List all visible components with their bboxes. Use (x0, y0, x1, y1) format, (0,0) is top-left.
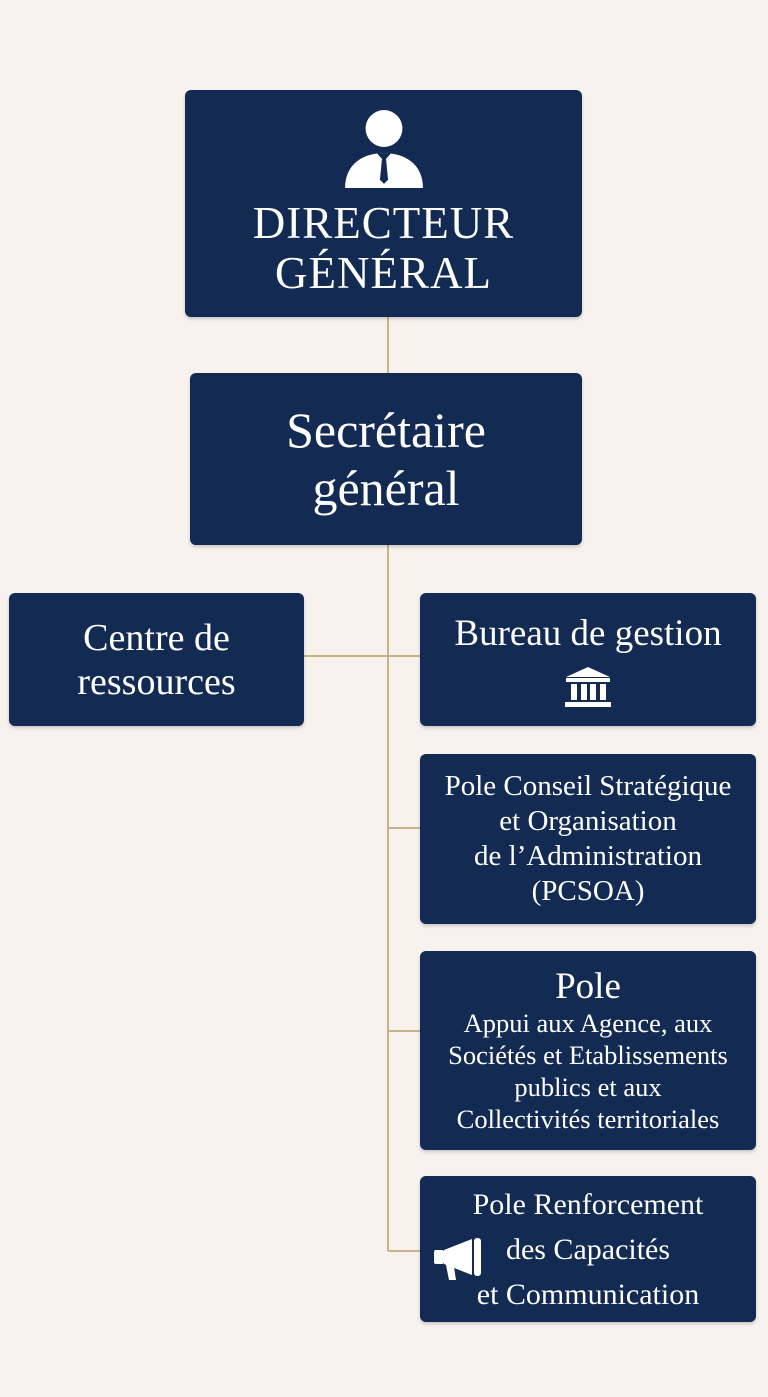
connector-pole-appui (388, 1030, 420, 1032)
bureau-line-1: Bureau de gestion (454, 613, 722, 654)
node-pole-renforcement (420, 1176, 756, 1322)
node-pcsoa (420, 754, 756, 924)
connector-centre (304, 655, 388, 657)
pole-renforcement-line-2: des Capacités (505, 1232, 671, 1266)
pcsoa-line-2: et Organisation (499, 805, 677, 837)
connector-dg-sg (387, 317, 389, 373)
node-centre-ressources (9, 593, 304, 726)
pcsoa-line-4: (PCSOA) (531, 875, 645, 907)
pole-renforcement-line-3: et Communication (476, 1277, 700, 1311)
node-directeur-general (185, 90, 582, 317)
directeur-line-1: DIRECTEUR (252, 198, 515, 248)
connector-bureau (388, 655, 420, 657)
pole-appui-line-3: Sociétés et Etablissements (448, 1039, 728, 1070)
secretaire-line-2: général (312, 460, 460, 516)
connector-pole-renforcement (388, 1250, 420, 1252)
node-pole-appui (420, 951, 756, 1150)
bank-icon (563, 665, 613, 709)
pole-appui-line-4: publics et aux (514, 1071, 662, 1102)
pole-appui-line-5: Collectivités territoriales (456, 1103, 720, 1134)
node-bureau-gestion (420, 593, 756, 726)
person-icon (343, 108, 425, 190)
pcsoa-line-1: Pole Conseil Stratégique (444, 770, 732, 802)
pcsoa-line-3: de l’Administration (474, 840, 702, 872)
directeur-line-2: GÉNÉRAL (275, 248, 492, 298)
pole-appui-line-1: Pole (555, 965, 621, 1007)
connector-trunk (387, 545, 389, 1251)
centre-line-1: Centre de (83, 616, 230, 659)
centre-line-2: ressources (77, 660, 236, 703)
megaphone-icon (432, 1236, 488, 1282)
node-secretaire-general (190, 373, 582, 545)
secretaire-line-1: Secrétaire (286, 402, 486, 458)
pole-appui-line-2: Appui aux Agence, aux (463, 1007, 713, 1038)
pole-renforcement-line-1: Pole Renforcement (472, 1187, 704, 1221)
connector-pcsoa (388, 827, 420, 829)
